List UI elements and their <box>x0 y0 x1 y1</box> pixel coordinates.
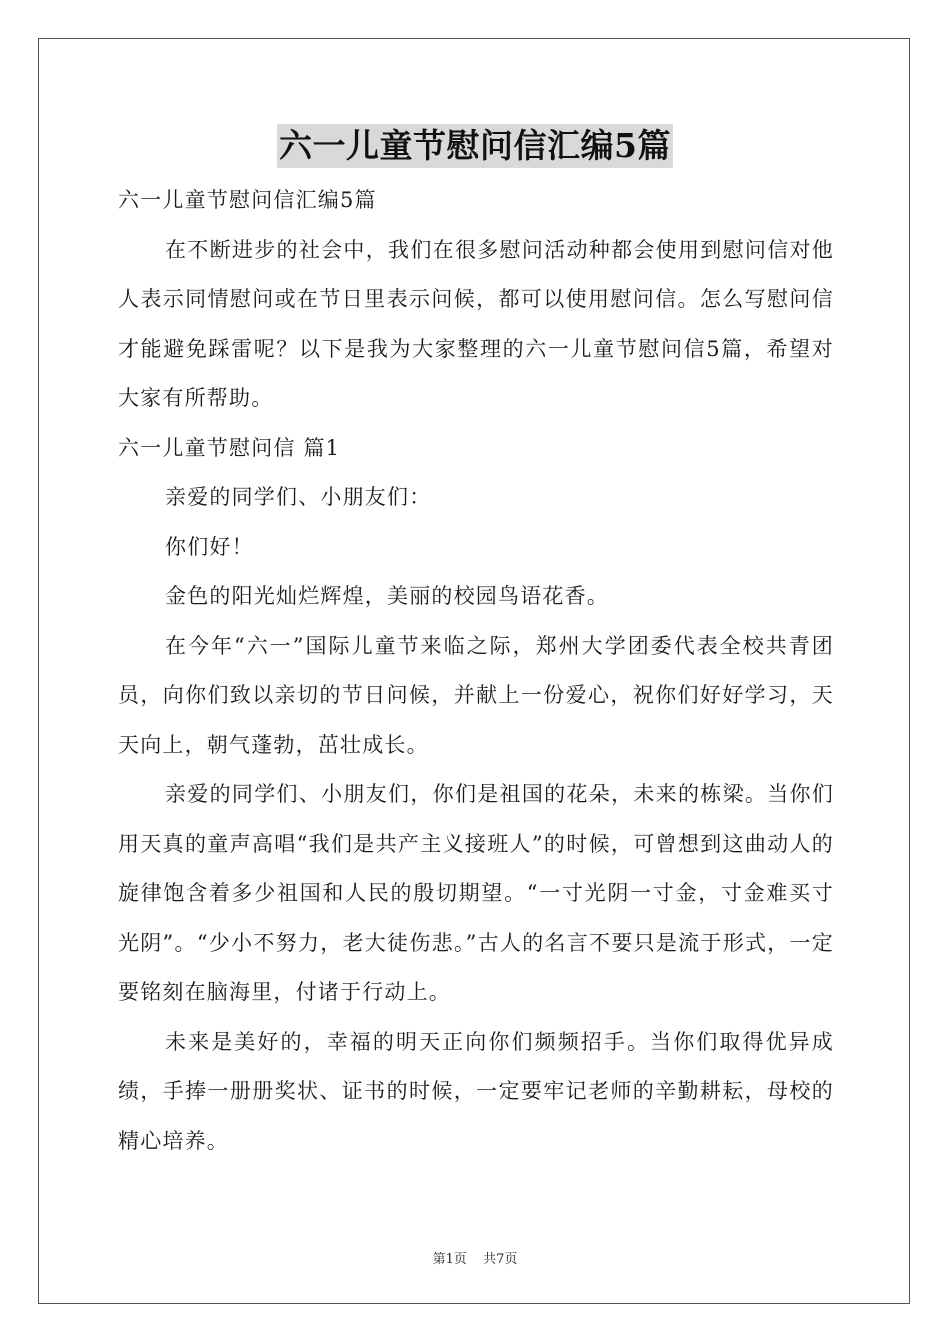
paragraph: 亲爱的同学们、小朋友们： <box>165 485 432 509</box>
document-body <box>118 176 834 1166</box>
page-total: 共7页 <box>483 1252 518 1267</box>
page-footer <box>0 1248 950 1267</box>
paragraph: 在今年“六一”国际儿童节来临之际，郑州大学团委代表全校共青团员，向你们致以亲切的节日问候，并献上一份爱心，祝你们好好学习，天天向上，朝气蓬勃，茁壮成长。 <box>118 633 834 757</box>
paragraph: 六一儿童节慰问信汇编5篇 <box>118 188 377 212</box>
paragraph: 在不断进步的社会中，我们在很多慰问活动种都会使用到慰问信对他人表示同情慰问或在节日里表示问候，都可以使用慰问信。怎么写慰问信才能避免踩雷呢？以下是我为大家整理的六一儿童节慰问信5篇，希望对大家有所帮助。 <box>118 237 834 410</box>
page-number: 第1页 <box>432 1252 467 1267</box>
paragraph: 你们好！ <box>165 534 254 559</box>
title-wrap <box>0 124 950 168</box>
paragraph: 金色的阳光灿烂辉煌，美丽的校园鸟语花香。 <box>165 584 609 608</box>
document-title: 六一儿童节慰问信汇编5篇 <box>277 124 673 168</box>
paragraph: 未来是美好的，幸福的明天正向你们频频招手。当你们取得优异成绩，手捧一册册奖状、证书的时候，一定要牢记老师的辛勤耕耘，母校的精心培养。 <box>118 1029 834 1153</box>
section-heading: 六一儿童节慰问信 篇1 <box>118 435 341 460</box>
paragraph: 亲爱的同学们、小朋友们，你们是祖国的花朵，未来的栋梁。当你们用天真的童声高唱“我们是共产主义接班人”的时候，可曾想到这曲动人的旋律饱含着多少祖国和人民的殷切期望。“一寸光阴一寸金，寸金难买寸光阴”。“少小不努力，老大徒伤悲。”古人的名言不要只是流于形式，一定要铭刻在脑海里，付诸于行动上。 <box>118 782 834 1004</box>
